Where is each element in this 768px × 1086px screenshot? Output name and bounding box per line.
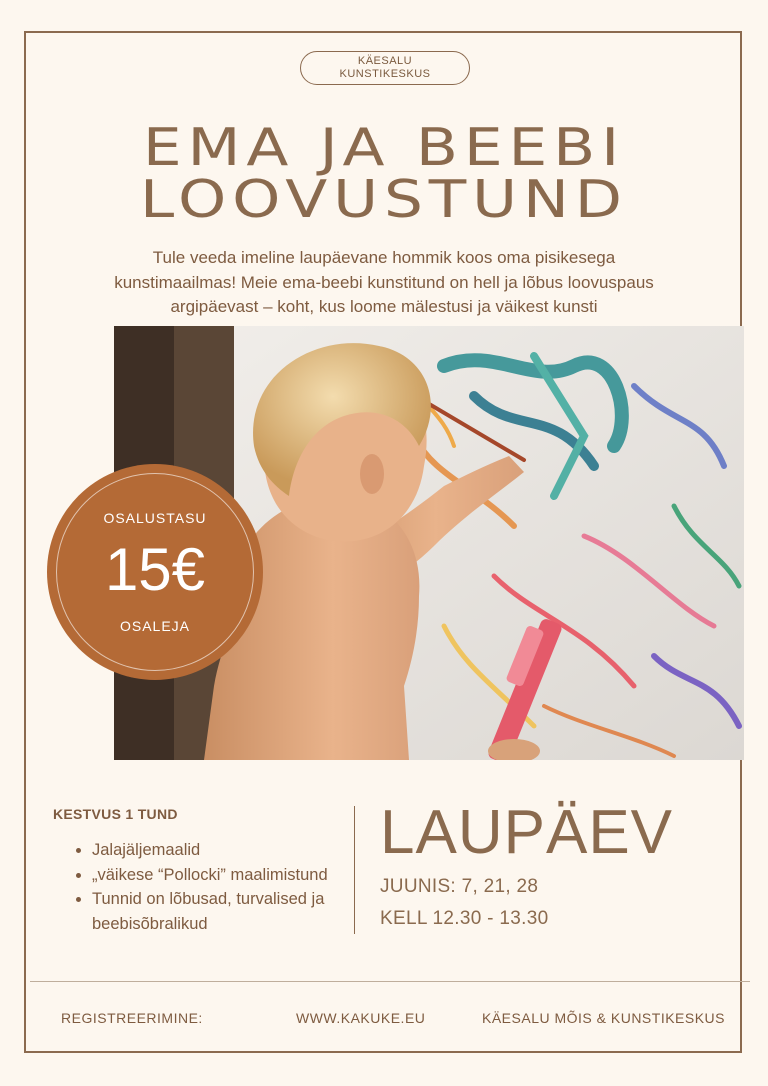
- event-day: LAUPÄEV: [380, 798, 674, 867]
- intro-line-3: argipäevast – koht, kus loome mälestusi ja väikest kunsti: [170, 297, 598, 316]
- feature-list: [60, 838, 382, 936]
- footer-registration: REGISTREERIMINE:: [61, 1010, 203, 1026]
- event-dates: JUUNIS: 7, 21, 28: [380, 876, 539, 897]
- title-line-1: EMA JA BEEBI: [142, 118, 626, 178]
- divider-horizontal: [30, 981, 750, 982]
- price-badge: [47, 464, 263, 680]
- intro-text: [110, 246, 658, 320]
- badge-line-2: KUNSTIKESKUS: [339, 68, 431, 80]
- divider-vertical: [354, 806, 355, 934]
- footer-organizer: KÄESALU MÕIS & KUNSTIKESKUS: [482, 1010, 726, 1026]
- feature-item: • Tunnid on lõbusad, turvalised ja beebisõbralikud: [92, 887, 382, 936]
- intro-line-2: kunstimaailmas! Meie ema-beebi kunstitund on hell ja lõbus loovuspaus: [114, 272, 654, 292]
- title-line-2: LOOVUSTUND: [140, 170, 628, 230]
- feature-item: • Jalajäljemaalid: [92, 838, 382, 863]
- event-time: KELL 12.30 - 13.30: [380, 908, 549, 929]
- organizer-badge: [300, 51, 470, 85]
- feature-item: • „väikese “Pollocki” maalimistund: [92, 863, 382, 888]
- badge-line-1: KÄESALU: [357, 55, 413, 67]
- poster-title: [0, 118, 768, 230]
- price-label-top: OSALUSTASU: [103, 510, 207, 526]
- duration-heading: KESTVUS 1 TUND: [53, 806, 178, 822]
- intro-line-1: Tule veeda imeline laupäevane hommik koos oma pisikesega: [152, 248, 616, 267]
- footer-website-link[interactable]: WWW.KAKUKE.EU: [296, 1010, 426, 1026]
- price-label-bottom: OSALEJA: [119, 618, 191, 634]
- price-amount: 15€: [104, 536, 206, 603]
